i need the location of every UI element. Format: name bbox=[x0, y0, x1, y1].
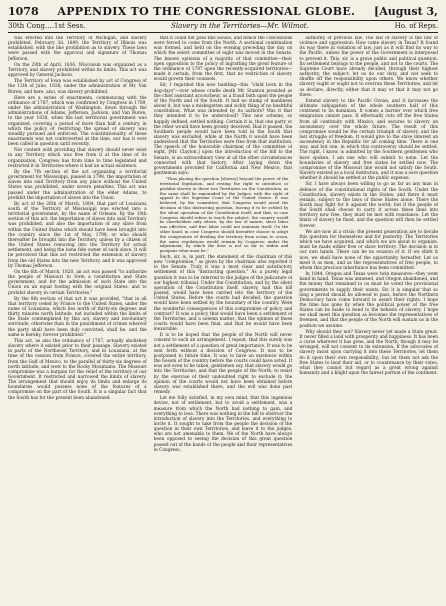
chamber-label: Ho. of Reps. bbox=[394, 22, 438, 30]
paragraph: On the 6th of March, 1820, an act was passed "to authorize the people of Missouri to form a constitution and State government, and for the admission of such State into the Union on an equal footing with the original States, and to prohibit slavery in certain Territories." bbox=[8, 269, 147, 296]
paragraph: Such, sir, is, in part, the statement of the chairman of this new "compromise," as given by the chairman who reported it to the Senate. Truly it was a most clear and satisfactory settlement of this "distracting question." As a purely legal question it was to be referred to the judges of the judicature of our highest tribunal. Under the Constitution, and by the silent operation of the Constitution itself, slavery, had this bill passed, would have been carried into the territory of the United States. Before the courts had decided, the question would have been settled by the boundary of the country. Were the wonderful consequences of this compromise of policy and contract? It was a policy that would have been a settlement of the Territories, and a solemn matter; that the opinion of these courts would have been final, and that he would have been inexorable. bbox=[153, 254, 293, 333]
paragraph: By the 7th section of the act organizing a territorial government for Mississippi, passed in 1798, the importation of slaves into said Territory from any place without the United States was prohibited, under severe penalties. This act was passed under the administration of the elder Adams, to prohibit the importation of slaves into the Union. bbox=[8, 169, 147, 201]
paragraph: authority of previous law. The law of slavery is the law of violence and oppression. How came slavery in Texas? It found its way there in violation of law, just as it will find its way to the Pacific, unless the power of the Government is interposed to prevent it. This, sir, is a grave public and political question. Its settlement belongs to the people, and not to the courts. The Supreme Court have already decided, through their highest authority, the subject; let us do our duty, and not seek to shuffle off the responsibility upon others. We know whether slavery ought or ought not to overrun these Territories, and let us declare, directly, either that it may or that it may not go there. bbox=[299, 36, 439, 98]
paragraph: In 1844, Oregon and Texas were twin measures—they went hand in hand. Texas was annexed, and Oregon abandoned, and the money that remained to us must be voted the provisional governments to supply their wants. Sir, it is singular that so long a period should be allowed to pass, before the Northern Democracy have come forward to assert their rights. I hope the time has gone by when the political power of the free States can be made to bend to the behests of slavery. I hope we shall meet this question as becomes the representatives of freemen, and that the people of the North will sustain us in the position we assume. bbox=[299, 272, 439, 329]
paragraph: By the 8th section of that act it was provided, "that in all that territory ceded by France to the United States, under the name of Louisiana, which lies north of thirty-six degrees and thirty minutes north latitude, not included within the limits of the State contemplated by this act, slavery and involuntary servitude, otherwise than in the punishment of crimes whereof the party shall have been duly convicted, shall be, and the same is hereby, forever prohibited." bbox=[8, 296, 147, 338]
paragraph: On the 20th of April, 1836, Wisconsin was organized as a Territory, and slavery prohibited within its limits. This act was approved by General Jackson. bbox=[8, 62, 147, 79]
paragraph: Sir, I regarded this new bantling—this "child born in the dog-days"—over whose cradle death Mr. Stanton presided as the chief assistant accoucheur, as a fraud both upon the people of the North and of the South. It had no stamp of manliness about it, but was a misbegotten and sickly thing of no healthful constitution. What was intended by its authors? Was it that they intended it to be understood? This new scheme, so happily defined, settled nothing. Certain it is, that one party or the other would have been grossly deceived. Had it passed, the Southern people would have been told in the South that slavery was excluded, while at the North it would have been understood that the Territories were free from that institution. The speech of the honorable chairman of the committee of eight, [Mr. Clayton,] upon the introduction of the bill to the Senate, is an extraordinary view at all the other circumstances connected with that history. After laying down the governments provided for California and New Mexico, that gentleman says: bbox=[153, 83, 293, 177]
paragraph: This act, as also the ordinance of 1787, actually abolished slavery where it existed prior to their passage. Slavery existed in parts of the Northwest Territory, and in Louisiana, at the time of the cession from France, covered the entire territory, from the Gulf of Mexico, to the parallel of thirty-six degrees of north latitude, and west to the Rocky Mountains. The Missouri compromise was a bargain for the relief of the territory of our Government. It restricted and narrowed the limits of slavery. The arrangement that should enjoy its limits and enlarge its boundaries would possess none of the features of a compromise on the part of the South. It is a singular fact that the South has for the present been abandoned. bbox=[8, 338, 147, 401]
paragraph: Why should they not? Slavery never yet made a State great. It never filled a land with prosperity and happiness. It has been a curse wherever it has gone, and the North, though it may be wronged, will not consent to its extension. If the advocates of slavery insist upon carrying it into these Territories, let them do it upon their own responsibility; but let them not ask the free States to lend their aid, or to countenance by their votes, what they cannot but regard as a great wrong against humanity and a blight upon the fairest portion of the continent. bbox=[299, 329, 439, 376]
paragraph: It is to be hoped that the people of the North will never consent to such an arrangement. I repeat, that this surely was not a settlement of a question of great importance. It was to be sent forth without a decision of Congress. It was to be postponed to future time. It was to have an existence within the bosom of the country before the courts could have acted. It was not even to be taken, gentlemen say, that slavery would go into the Territories, and that the people of the North, to resist by the exercise of their undoubted right to exclude it; the opinion of the courts would not have been obtained before slavery was established there, and the evil was done past remedy. bbox=[153, 333, 293, 396]
subject-label: Slavery in the Territories—Mr. Wilmot. bbox=[171, 22, 309, 30]
paragraph: was erected into the Territory of Michigan, and slavery prohibited. February 3d, 1809, the Territory of Illinois was established, with the like prohibition as to slavery. These laws were passed with the approval and signature of Thomas Jefferson. bbox=[8, 36, 147, 62]
document-page bbox=[8, 6, 438, 594]
paragraph: We are now at a crisis; the present generation are to decide this question for themselves and for posterity. The Territories which we have acquired, and which we are about to organize, must be made either free or slave territory. The decision is in our own hands. There can be no evasion of it. If we shirk it now, we shall have none of the opportunity hereafter. Let us meet it as men, and as the representatives of free people, to whom this precious inheritance has been committed. bbox=[299, 229, 439, 271]
column-3 bbox=[299, 36, 438, 596]
paragraph: Not content with providing that slavery should never exist in any Territory which was free from it at the time of its organization, Congress has from time to time legislated and restricted it in Territories where it had an actual existence. bbox=[8, 148, 147, 169]
paragraph: Let me fully satisfied, in my own mind, that this ingenious device, not of settlement, but to avoid a settlement, was a measure from which the North had nothing to gain, and everything to lose. There was nothing in the bill to obstruct the introduction of slavery into the Territories, and everything to invite it. It sought to take from the people the decision of the question in their own Territories, and leave it to the judges, who are not amenable to them. We of the North have always been opposed to seeing the decision of this great question passed out of the hands of the people and their representatives in Congress. bbox=[153, 396, 293, 453]
paragraph: Here are a series of enactments, commencing with the ordinance of 1787, which was confirmed by Congress in 1789, under the administration of Washington, down through the administrations of Adams, Jefferson, Jackson, and Van Buren, to the year 1838, when the last territorial government was organized, covering a period of more than half a century, in which the policy of restricting the spread of slavery was steadily pursued and enforced. The constitutionality of these enactments was not controverted at the time, nor has it ever been called in question until recently. bbox=[8, 95, 147, 148]
paragraph: By act of the 26th of March, 1804, that part of Louisiana south of the Territory of Mississippi was erected into a territorial government, by the name of Orleans. By the 10th section of this act, the importation of slaves into said Territory was prohibited, and also the importation of any slave from within the United States which should have been brought into the country since the 1st of May, 1798, or who should thereafter be brought into the Territory, unless by a citizen of the United States removing into the Territory for actual settlement, and being the bona fide owner of such slave. It will be perceived that this act restricted the extension of slavery from the old States into the new Territory, and it was approved by Thomas Jefferson. bbox=[8, 201, 147, 269]
column-1 bbox=[8, 36, 147, 596]
issue-date: [August 3, bbox=[373, 5, 438, 18]
running-head bbox=[8, 22, 438, 31]
paragraph: that it could not pass this House, and hence the concessions were forced to come from the North. A sectional combination was formed, and held on the evening preceding the day on which the select committee of eight was moved in the Senate. The known opinions of a majority of that committee—their open opposition to the policy of ingrafting the great feature of the ordinance of 1787 upon the recently-acquired territories—made it certain, from the first, that no restriction of slavery would govern their counsels. bbox=[153, 36, 293, 83]
paragraph: "Thus placing the question [slavery] beyond the power of the territorial legislation, and resting the right to introduce or prohibit slavery in these two Territories on the Constitution, as the same shall be expounded by the Judges, with the right of appeal to the Supreme Court of the United States. It was believed, by the committee, that Congress would avoid the decision of this distracting question, leaving it to be settled by the silent operation of the Constitution itself; and that, in case Congress should refuse to touch the subject, the country would be slaveholders only where, by the law of nature, slave labor was effective, and free labor could not maintain itself. On the other hand, in case Congress should hereafter choose to adopt the compromise of dividing the territory from ocean to ocean, the same regulations would remain by Congress, under the adjustment, by which the door is not so far to widen and postpone what must be." bbox=[159, 176, 289, 254]
page-header bbox=[8, 6, 438, 18]
paragraph: The Territory of Iowa was established by act of Congress of the 12th of June, 1838, under the administration of Mr. Van Buren; and here, also, was slavery prohibited. bbox=[8, 79, 147, 95]
page-number: 1078 bbox=[8, 5, 39, 18]
subheader-rule bbox=[8, 32, 438, 33]
column-2 bbox=[154, 36, 293, 596]
text-columns bbox=[8, 36, 438, 596]
publication-title: APPENDIX TO THE CONGRESSIONAL GLOBE. bbox=[57, 5, 356, 18]
header-rule bbox=[8, 20, 438, 21]
paragraph: Sir, I have always been willing to go as far as any man in defence of the constitutional rights of the South. Under the Constitution, slavery exists in the States; and there it must remain, subject to the laws of those States alone. There the South may fight for it against the world; but if the people of the South shall choose to carry it across these lines into territory now free, they must be met with resistance. Let the limits of slavery be fixed, and the question will then be settled forever. bbox=[299, 182, 439, 229]
session-label: 30th Cong....1st Sess. bbox=[8, 22, 86, 30]
paragraph: Extend slavery to the Pacific Ocean, and it increases the ultimate subjugation of the whole southern half of this continent to its dominion. It comes a barrier over which free emigration cannot pass. It effectually cuts off the free States from all continuity with Mexico, and secures to slavery an ascendency over the whole future. The result of this compromise would be the certain triumph of slavery, and the last struggle of freedom. It would give to the slave interest an ascendency in the Republic for all coming time. There is one way, and but one, in which this controversy should be settled. The right, I know, is admitted by the Southern gentlemen who have spoken. I am one who will submit to none. Let the boundaries of slavery and free states be settled now. The compromise of the Missouri line would not satisfy the South. Slavery existed as a local institution, and it was a sore question whether it should be settled at the public expense. bbox=[299, 98, 439, 182]
